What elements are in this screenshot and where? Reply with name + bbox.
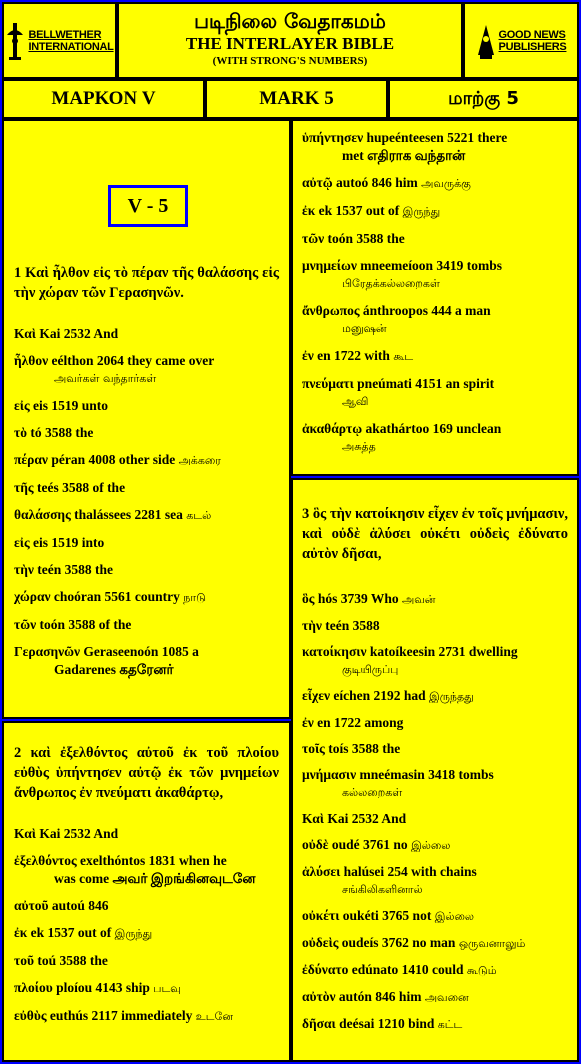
word-entry-text: εἶχεν eíchen 2192 had <box>302 688 426 703</box>
word-entry-main <box>14 325 279 343</box>
word-entry-continuation: Gadarenes கதரேனர் <box>54 662 174 677</box>
word-entry-continuation: பிரேதக்கல்லறைகள் <box>342 277 440 290</box>
word-entry-text: Καὶ Kai 2532 And <box>302 811 407 826</box>
word-entry <box>14 897 279 915</box>
word-entry <box>14 451 279 470</box>
word-entry-main <box>302 687 568 706</box>
word-entry-main <box>14 352 279 370</box>
word-entry-main <box>14 479 279 497</box>
word-entry-text: πνεύματι pneúmati 4151 an spirit <box>302 376 495 391</box>
verse-2-continued-entries <box>302 129 568 456</box>
word-entry <box>14 952 279 970</box>
word-entry <box>302 420 568 456</box>
verse-3-entries <box>302 590 568 1034</box>
word-entry-tamil: இல்லை <box>411 839 451 852</box>
chapter-english <box>205 79 388 119</box>
word-entry-main <box>14 924 279 943</box>
word-entry-text: αὐτοῦ autoú 846 <box>14 898 109 913</box>
title-block <box>117 2 463 79</box>
word-entry-main <box>302 1015 568 1034</box>
word-entry <box>14 616 279 634</box>
word-entry-tamil: படவு <box>153 982 181 995</box>
word-entry-text: Γερασηνῶν Geraseenoón 1085 a <box>14 644 199 659</box>
word-entry-continuation: was come அவர் இறங்கினவுடனே <box>54 871 256 886</box>
word-entry-text: τῆς teés 3588 of the <box>14 480 126 495</box>
word-entry <box>14 924 279 943</box>
word-entry-main <box>302 590 568 609</box>
word-entry-continuation: குடியிருப்பு <box>342 663 399 676</box>
word-entry-tamil: உடனே <box>195 1010 233 1023</box>
word-entry-text: ἐξελθόντος exelthóntos 1831 when he <box>14 853 227 868</box>
chapter-english-label: MARK 5 <box>259 88 334 109</box>
word-entry <box>302 129 568 165</box>
word-entry-continuation: அவர்கள் வந்தார்கள் <box>54 372 157 385</box>
word-entry-text: ἐκ ek 1537 out of <box>302 203 400 218</box>
word-entry <box>14 561 279 579</box>
word-entry-main <box>14 979 279 998</box>
word-entry-text: οὐκέτι oukéti 3765 not <box>302 908 432 923</box>
word-entry-main <box>14 561 279 579</box>
word-entry-main <box>302 907 568 926</box>
word-entry <box>302 347 568 366</box>
verse-2-panel <box>2 721 291 1062</box>
chapter-tamil-label: மாற்கு 5 <box>448 87 519 109</box>
word-entry <box>302 836 568 855</box>
good-news-logo <box>463 2 579 79</box>
word-entry-main <box>302 961 568 980</box>
word-entry <box>302 687 568 706</box>
word-entry <box>302 907 568 926</box>
word-entry <box>302 202 568 221</box>
word-entry-tamil: இல்லை <box>434 910 475 923</box>
word-entry <box>14 1007 279 1026</box>
word-entry-text: ἀκαθάρτῳ akathártoo 169 unclean <box>302 421 502 436</box>
word-entry-tamil: அவனை <box>424 991 469 1004</box>
word-entry-text: εὐθὺς euthús 2117 immediately <box>14 1008 193 1023</box>
word-entry-continuation: met எதிராக வந்தான் <box>342 148 466 163</box>
word-entry-text: ἐν en 1722 with <box>302 348 390 363</box>
word-entry-main <box>302 230 568 248</box>
title-tamil: படிநிலை வேதாகமம் <box>194 9 386 33</box>
word-entry-main <box>302 988 568 1007</box>
word-entry-main <box>14 588 279 607</box>
word-entry-text: οὐδὲ oudé 3761 no <box>302 837 408 852</box>
word-entry <box>302 714 568 732</box>
word-entry-text: μνήμασιν mneémasin 3418 tombs <box>302 767 494 782</box>
word-entry-text: οὐδεὶς oudeís 3762 no man <box>302 935 456 950</box>
word-entry-main <box>14 952 279 970</box>
word-entry <box>14 424 279 442</box>
word-entry-tamil: கட்ட <box>437 1018 463 1031</box>
word-entry-text: τῶν toón 3588 of the <box>14 617 132 632</box>
word-entry-tamil: அக்கரை <box>178 454 221 467</box>
word-entry-text: ὑπήντησεν hupeénteesen 5221 there <box>302 130 508 145</box>
bellwether-logo-icon <box>5 21 25 61</box>
word-entry-text: ἐδύνατο edúnato 1410 could <box>302 962 464 977</box>
word-entry <box>302 766 568 802</box>
word-entry-continuation: ஆவி <box>342 395 369 408</box>
verse-2-heading: 2 καὶ ἐξελθόντος αὐτοῦ ἐκ τοῦ πλοίου εὐθὺς ὑπήντησεν αὐτῷ ἐκ τῶν μνημείων ἄνθρωπος ἐν πνεύματι ἀκαθάρτῳ, <box>14 745 279 801</box>
word-entry-tamil: இருந்து <box>114 927 153 940</box>
word-entry-main <box>302 810 568 828</box>
word-entry <box>14 506 279 525</box>
word-entry-text: κατοίκησιν katoíkeesin 2731 dwelling <box>302 644 518 659</box>
verse-2-continued-panel <box>291 119 579 476</box>
word-entry-main <box>302 766 568 784</box>
word-entry-tamil: கடல் <box>186 509 212 522</box>
right-logo-line1: GOOD NEWS <box>498 28 566 41</box>
word-entry-text: τοῦ toú 3588 the <box>14 953 108 968</box>
word-entry-text: δῆσαι deésai 1210 bind <box>302 1016 435 1031</box>
word-entry-text: Καὶ Kai 2532 And <box>14 326 119 341</box>
word-entry <box>14 352 279 388</box>
word-entry-text: Καὶ Kai 2532 And <box>14 826 119 841</box>
word-entry <box>302 174 568 193</box>
word-entry <box>14 643 279 679</box>
verse-3-heading: 3 ὃς τὴν κατοίκησιν εἶχεν ἐν τοῖς μνήμασιν, καὶ οὐδὲ ἁλύσει οὐκέτι οὐδεὶς ἐδύνατο αὐτὸν δῆσαι, <box>302 506 568 562</box>
word-entry-main <box>302 643 568 661</box>
page-title: THE INTERLAYER BIBLE <box>185 34 395 53</box>
word-entry-main <box>14 825 279 843</box>
bellwether-logo <box>2 2 117 79</box>
right-logo-line2: PUBLISHERS <box>498 40 567 53</box>
word-entry <box>14 979 279 998</box>
word-entry-tamil: அவருக்கு <box>421 177 471 190</box>
word-entry-text: ὃς hós 3739 Who <box>302 591 399 606</box>
word-entry-main <box>14 451 279 470</box>
chapter-greek-label: ΜΑΡΚΟΝ V <box>51 88 156 109</box>
verse-badge: V - 5 <box>108 185 188 227</box>
word-entry <box>14 325 279 343</box>
word-entry-tamil: நாடு <box>183 591 206 604</box>
word-entry-text: θαλάσσης thalássees 2281 sea <box>14 507 183 522</box>
word-entry-text: ἐκ ek 1537 out of <box>14 925 112 940</box>
verse-1-heading: 1 Καὶ ἦλθον εἰς τὸ πέραν τῆς θαλάσσης εἰς τὴν χώραν τῶν Γερασηνῶν. <box>14 265 279 301</box>
word-entry-text: τῶν toón 3588 the <box>302 231 405 246</box>
word-entry-main <box>14 1007 279 1026</box>
word-entry-text: αὐτῷ autoó 846 him <box>302 175 418 190</box>
word-entry-text: τὴν teén 3588 the <box>14 562 114 577</box>
word-entry-main <box>302 714 568 732</box>
word-entry-continuation: மனுஷன் <box>342 322 387 335</box>
word-entry-main <box>302 202 568 221</box>
word-entry <box>302 740 568 758</box>
word-entry-text: πέραν péran 4008 other side <box>14 452 176 467</box>
word-entry-main <box>302 934 568 953</box>
word-entry-tamil: இருந்தது <box>429 690 474 703</box>
word-entry-main <box>14 643 279 661</box>
word-entry-main <box>302 375 568 393</box>
word-entry-main <box>302 863 568 881</box>
word-entry-main <box>14 852 279 870</box>
word-entry-main <box>302 617 568 635</box>
chapter-tamil <box>388 79 579 119</box>
word-entry <box>302 643 568 679</box>
word-entry-main <box>14 534 279 552</box>
word-entry-tamil: கூட <box>393 350 414 363</box>
word-entry <box>302 375 568 411</box>
verse-3-panel <box>291 478 579 1062</box>
word-entry-text: εἰς eis 1519 unto <box>14 398 109 413</box>
word-entry-text: ἦλθον eélthon 2064 they came over <box>14 353 215 368</box>
word-entry-text: μνημείων mneemeíoon 3419 tombs <box>302 258 502 273</box>
word-entry-main <box>302 836 568 855</box>
word-entry <box>14 479 279 497</box>
word-entry-main <box>14 506 279 525</box>
word-entry-main <box>302 129 568 147</box>
word-entry-tamil: இருந்து <box>402 205 441 218</box>
word-entry <box>14 825 279 843</box>
word-entry-text: τοῖς toís 3588 the <box>302 741 401 756</box>
word-entry <box>302 934 568 953</box>
left-logo-line2: INTERNATIONAL <box>28 40 114 53</box>
word-entry-continuation: அசுத்த <box>342 440 376 453</box>
word-entry <box>302 810 568 828</box>
word-entry-main <box>302 174 568 193</box>
word-entry <box>302 961 568 980</box>
chapter-greek <box>2 79 205 119</box>
word-entry <box>302 1015 568 1034</box>
word-entry-text: πλοίου ploíou 4143 ship <box>14 980 150 995</box>
left-logo-line1: BELLWETHER <box>28 28 102 41</box>
word-entry <box>14 534 279 552</box>
word-entry-main <box>302 257 568 275</box>
word-entry <box>302 230 568 248</box>
word-entry-text: χώραν choóran 5561 country <box>14 589 180 604</box>
word-entry <box>302 617 568 635</box>
word-entry-text: αὐτὸν autón 846 him <box>302 989 422 1004</box>
word-entry-text: εἰς eis 1519 into <box>14 535 105 550</box>
word-entry <box>302 257 568 293</box>
word-entry <box>14 397 279 415</box>
verse-1-entries <box>14 325 279 679</box>
word-entry-tamil: கூடும் <box>466 964 497 977</box>
word-entry-main <box>302 347 568 366</box>
word-entry-text: τὴν teén 3588 <box>302 618 380 633</box>
word-entry-main <box>302 740 568 758</box>
word-entry-text: ἐν en 1722 among <box>302 715 404 730</box>
word-entry-continuation: கல்லறைகள் <box>342 786 403 799</box>
word-entry <box>14 588 279 607</box>
word-entry-text: ἁλύσει halúsei 254 with chains <box>302 864 477 879</box>
word-entry-tamil: ஒருவனாலும் <box>458 937 526 950</box>
word-entry <box>302 302 568 338</box>
word-entry-continuation: சங்கிலிகளினால் <box>342 883 423 896</box>
word-entry-main <box>302 420 568 438</box>
word-entry-text: ἄνθρωπος ánthroopos 444 a man <box>302 303 491 318</box>
verse-2-entries <box>14 825 279 1026</box>
page-subtitle: (WITH STRONG'S NUMBERS) <box>212 55 368 67</box>
word-entry <box>302 988 568 1007</box>
word-entry <box>14 852 279 888</box>
verse-1-panel <box>2 119 291 719</box>
word-entry-main <box>302 302 568 320</box>
good-news-logo-icon <box>476 21 496 61</box>
word-entry-tamil: அவன் <box>401 593 436 606</box>
word-entry-main <box>14 424 279 442</box>
word-entry-main <box>14 397 279 415</box>
word-entry-main <box>14 897 279 915</box>
word-entry <box>302 590 568 609</box>
word-entry <box>302 863 568 899</box>
word-entry-main <box>14 616 279 634</box>
word-entry-text: τὸ tó 3588 the <box>14 425 94 440</box>
